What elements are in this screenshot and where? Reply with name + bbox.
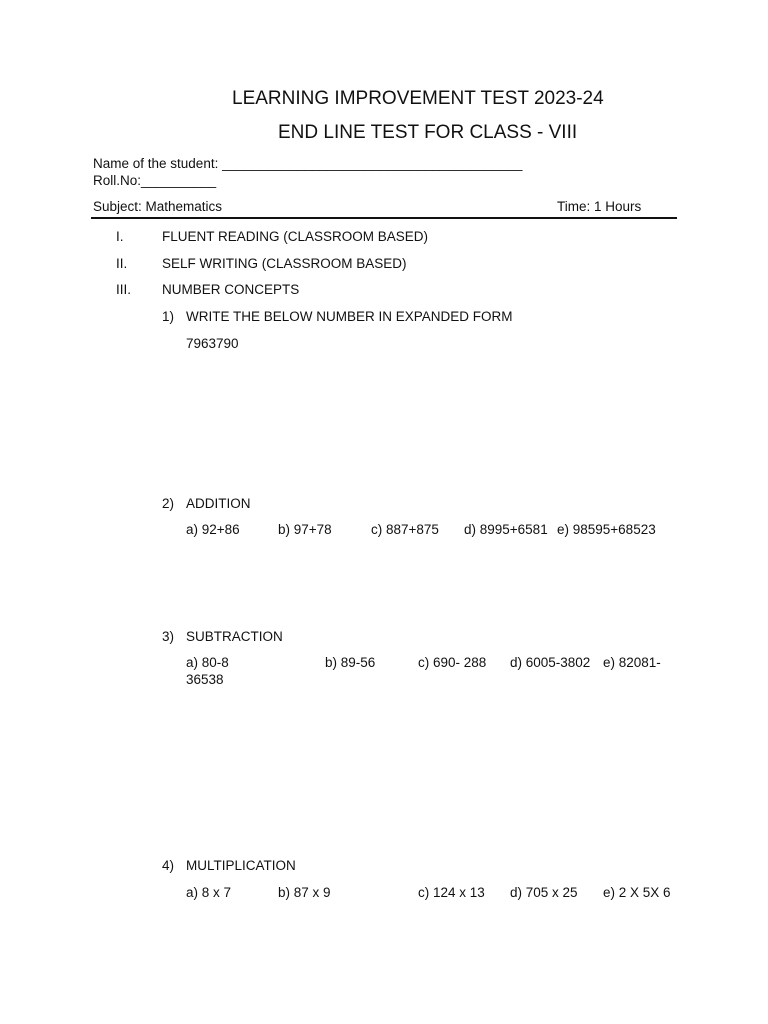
question-item: e) 82081- xyxy=(603,655,661,670)
question-title: SUBTRACTION xyxy=(186,629,283,644)
subject-label: Subject: Mathematics xyxy=(93,199,223,214)
question-item: c) 690- 288 xyxy=(418,655,487,670)
header-divider xyxy=(91,217,677,219)
question-item: a) 8 x 7 xyxy=(186,885,232,900)
question-title: MULTIPLICATION xyxy=(186,858,296,873)
section-title: FLUENT READING (CLASSROOM BASED) xyxy=(162,229,429,244)
question-number-value: 7963790 xyxy=(186,336,239,351)
question-item: e) 98595+68523 xyxy=(557,522,656,537)
test-title: LEARNING IMPROVEMENT TEST 2023-24 xyxy=(232,88,604,109)
question-item: e) 2 X 5X 6 xyxy=(603,885,671,900)
question-item: b) 97+78 xyxy=(278,522,332,537)
question-item: a) 80-8 xyxy=(186,655,229,670)
question-item: c) 887+875 xyxy=(371,522,439,537)
section-number: III. xyxy=(116,282,132,297)
student-name-field: Name of the student: ________________________________________ xyxy=(93,156,523,171)
time-label: Time: 1 Hours xyxy=(557,199,642,214)
section-title: SELF WRITING (CLASSROOM BASED) xyxy=(162,256,407,271)
question-item-continued: 36538 xyxy=(186,672,224,687)
class-subtitle: END LINE TEST FOR CLASS - VIII xyxy=(278,122,578,143)
question-number: 3) xyxy=(162,629,175,644)
question-title: WRITE THE BELOW NUMBER IN EXPANDED FORM xyxy=(186,309,513,324)
question-item: a) 92+86 xyxy=(186,522,240,537)
question-item: d) 6005-3802 xyxy=(510,655,591,670)
section-number: I. xyxy=(116,229,124,244)
question-title: ADDITION xyxy=(186,496,251,511)
question-item: d) 705 x 25 xyxy=(510,885,578,900)
question-item: b) 87 x 9 xyxy=(278,885,331,900)
roll-number-field: Roll.No:__________ xyxy=(93,173,217,188)
question-number: 4) xyxy=(162,858,175,873)
question-item: c) 124 x 13 xyxy=(418,885,485,900)
question-number: 2) xyxy=(162,496,175,511)
section-number: II. xyxy=(116,256,128,271)
question-item: d) 8995+6581 xyxy=(464,522,548,537)
question-item: b) 89-56 xyxy=(325,655,376,670)
section-title: NUMBER CONCEPTS xyxy=(162,282,300,297)
question-number: 1) xyxy=(162,309,175,324)
